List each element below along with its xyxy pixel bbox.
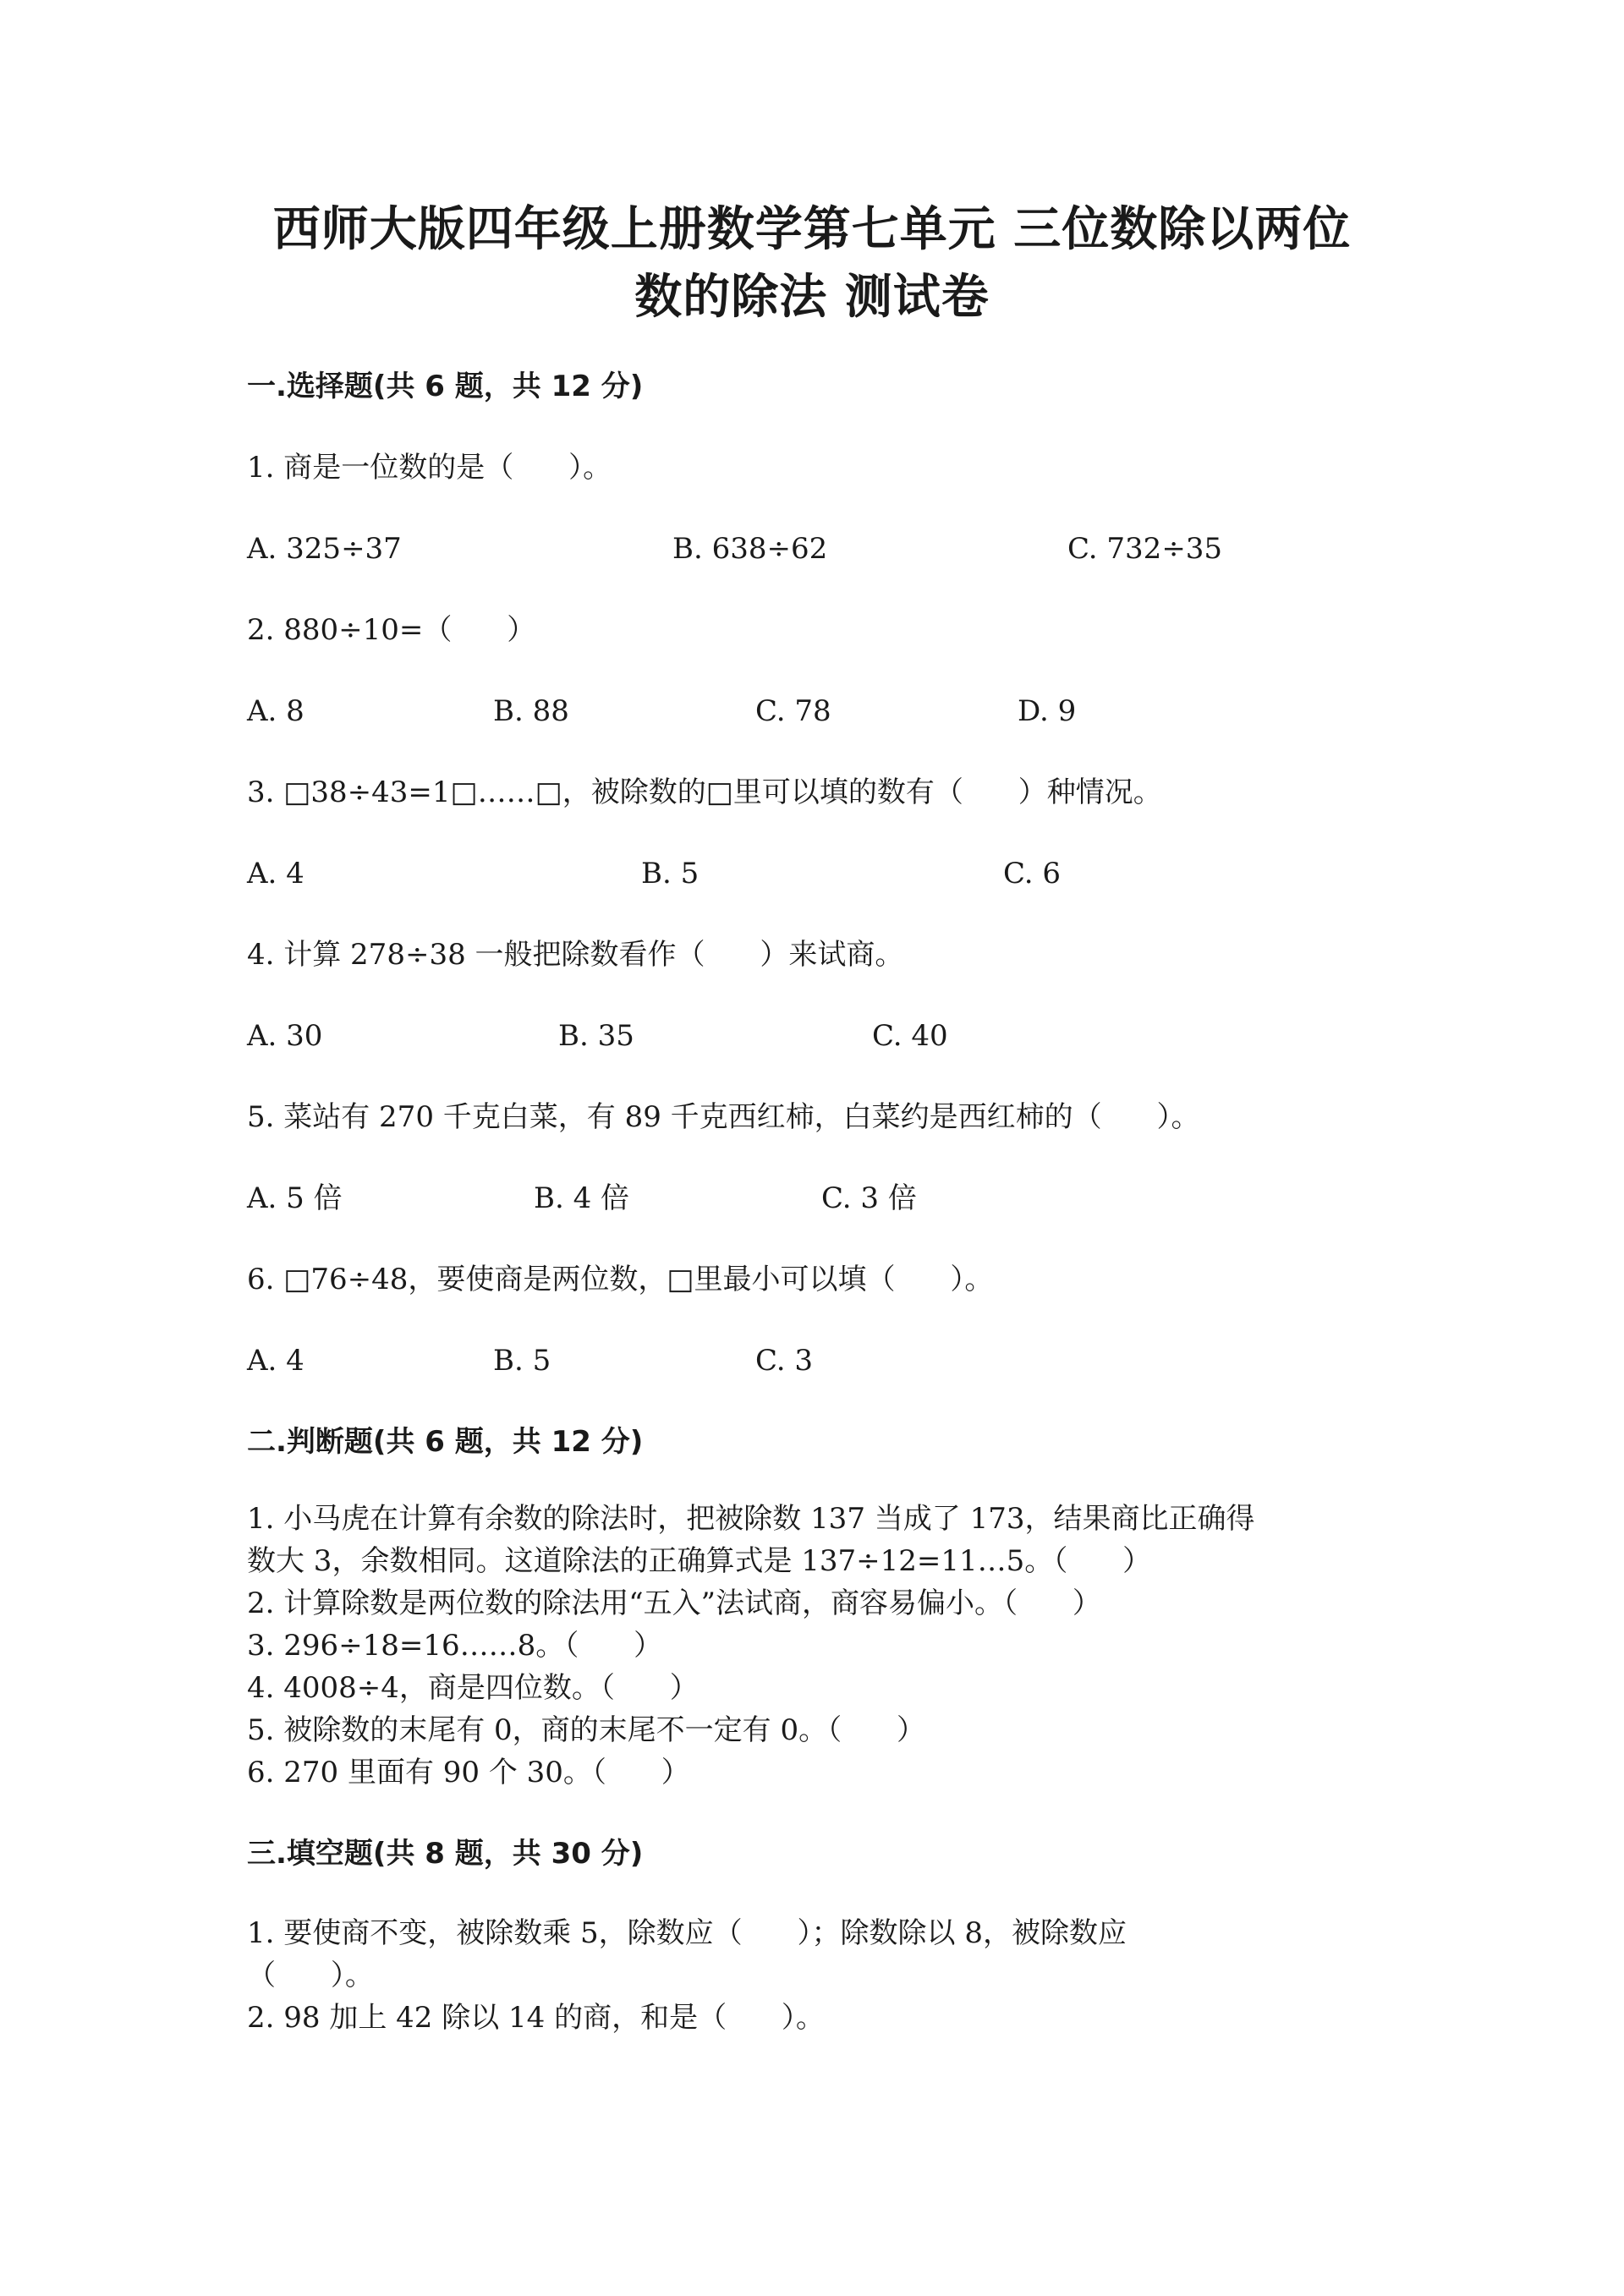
judgement-line-6: 5. 被除数的末尾有 0，商的末尾不一定有 0。（ ） bbox=[247, 1713, 925, 1747]
fill-blank-line-2: （ ）。 bbox=[247, 1959, 374, 1992]
q6-option-a: A. 4 bbox=[247, 1344, 304, 1378]
question-2: 2. 880÷10=（ ） bbox=[247, 613, 536, 647]
q4-option-a: A. 30 bbox=[247, 1019, 323, 1053]
question-5: 5. 菜站有 270 千克白菜，有 89 千克西红柿，白菜约是西红柿的（ ）。 bbox=[247, 1100, 1200, 1134]
q6-option-b: B. 5 bbox=[493, 1344, 551, 1378]
q2-option-d: D. 9 bbox=[1018, 694, 1077, 728]
q2-option-a: A. 8 bbox=[247, 694, 304, 728]
q5-option-a: A. 5 倍 bbox=[247, 1181, 343, 1215]
fill-blank-line-1: 1. 要使商不变，被除数乘 5，除数应（ ）；除数除以 8，被除数应 bbox=[247, 1916, 1127, 1950]
question-1: 1. 商是一位数的是（ ）。 bbox=[247, 451, 612, 485]
q1-option-a: A. 325÷37 bbox=[247, 532, 402, 566]
judgement-line-2: 数大 3，余数相同。这道除法的正确算式是 137÷12=11…5。（ ） bbox=[247, 1544, 1152, 1578]
section-heading-fill-blank: 三.填空题(共 8 题，共 30 分) bbox=[247, 1837, 644, 1871]
q1-option-c: C. 732÷35 bbox=[1067, 532, 1223, 566]
question-3: 3. □38÷43=1□……□，被除数的□里可以填的数有（ ）种情况。 bbox=[247, 775, 1162, 809]
q4-option-b: B. 35 bbox=[558, 1019, 634, 1053]
q3-option-a: A. 4 bbox=[247, 857, 304, 890]
q2-option-c: C. 78 bbox=[755, 694, 831, 728]
fill-blank-line-3: 2. 98 加上 42 除以 14 的商，和是（ ）。 bbox=[247, 2001, 825, 2035]
q1-option-b: B. 638÷62 bbox=[672, 532, 828, 566]
q4-option-c: C. 40 bbox=[872, 1019, 948, 1053]
q6-option-c: C. 3 bbox=[755, 1344, 814, 1378]
section-heading-choice: 一.选择题(共 6 题，共 12 分) bbox=[247, 370, 644, 403]
paper-title-line-2: 数的除法 测试卷 bbox=[634, 270, 990, 325]
section-heading-judgement: 二.判断题(共 6 题，共 12 分) bbox=[247, 1425, 644, 1459]
question-4: 4. 计算 278÷38 一般把除数看作（ ）来试商。 bbox=[247, 938, 904, 972]
q5-option-c: C. 3 倍 bbox=[821, 1181, 917, 1215]
judgement-line-7: 6. 270 里面有 90 个 30。（ ） bbox=[247, 1756, 690, 1789]
q3-option-b: B. 5 bbox=[641, 857, 700, 890]
q3-option-c: C. 6 bbox=[1003, 857, 1062, 890]
judgement-line-3: 2. 计算除数是两位数的除法用“五入”法试商，商容易偏小。（ ） bbox=[247, 1586, 1101, 1620]
q5-option-b: B. 4 倍 bbox=[534, 1181, 630, 1215]
judgement-line-4: 3. 296÷18=16……8。（ ） bbox=[247, 1629, 663, 1663]
question-6: 6. □76÷48，要使商是两位数，□里最小可以填（ ）。 bbox=[247, 1263, 994, 1296]
q2-option-b: B. 88 bbox=[493, 694, 569, 728]
judgement-line-5: 4. 4008÷4，商是四位数。（ ） bbox=[247, 1671, 699, 1705]
judgement-line-1: 1. 小马虎在计算有余数的除法时，把被除数 137 当成了 173，结果商比正确得 bbox=[247, 1502, 1255, 1536]
paper-title-line-1: 西师大版四年级上册数学第七单元 三位数除以两位 bbox=[272, 202, 1352, 257]
